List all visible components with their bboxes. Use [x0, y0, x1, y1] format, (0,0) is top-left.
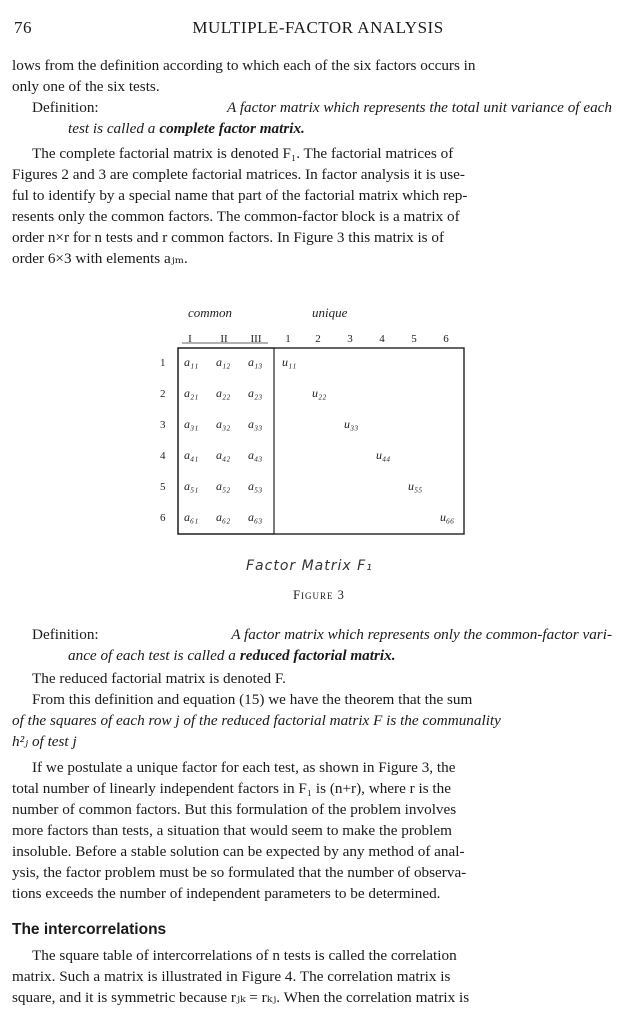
col-header: 4 [379, 333, 385, 345]
matrix-cell: a₃₂ [216, 417, 231, 431]
text-line: Definition: A factor matrix which represents only the common-factor vari- [32, 626, 612, 643]
matrix-cell: a₂₂ [216, 386, 231, 400]
matrix-cell: a₁₃ [248, 355, 263, 369]
col-header: 6 [443, 333, 449, 345]
common-label: common [188, 305, 233, 320]
figure-caption: Figure 3 [293, 588, 345, 602]
text-line: lows from the definition according to which each of the six factors occurs in [12, 57, 476, 74]
col-header: 1 [285, 333, 291, 345]
unique-cell: u₁₁ [282, 355, 297, 369]
page-number: 76 [14, 18, 32, 37]
matrix-cell: a₂₃ [248, 386, 263, 400]
unique-cell: u₅₅ [408, 479, 423, 493]
unique-cell: u₂₂ [312, 386, 327, 400]
matrix-cell: a₆₁ [184, 510, 199, 524]
matrix-cell: a₃₁ [184, 417, 199, 431]
matrix-outline [178, 348, 464, 534]
matrix-cell: a₂₁ [184, 386, 199, 400]
text-line: only one of the six tests. [12, 78, 160, 95]
row-number: 6 [160, 512, 166, 524]
factor-matrix-figure [140, 300, 480, 540]
definition-reduced-factorial-matrix [12, 624, 612, 666]
col-header: III [250, 333, 262, 345]
row-number: 4 [160, 450, 166, 462]
paragraph-unique-factors: If we postulate a unique factor for each test, as shown in Figure 3, the total number of linearly independent factors in F₁ is (n+r), where r is the number of common factors. But this formulation of the problem involves more factors than tests, a situation that would seem to make the problem insoluble. Before a stable solution can be expected by any method of anal- ysis, the factor problem must be so formulated that the number of observa- tions exceeds the number of independent parameters to be determined. [12, 759, 467, 902]
row-number: 1 [160, 357, 166, 369]
matrix-cell: a₁₁ [184, 355, 199, 369]
matrix-cell: a₄₂ [216, 448, 231, 462]
paragraph-communality-theorem: The reduced factorial matrix is denoted F. From this definition and equation (15) we have the theorem that the sum of the squares of each row j of the reduced factorial matrix F is the communality h²ⱼ of test j [12, 670, 501, 750]
matrix-cell: a₅₁ [184, 479, 199, 493]
matrix-cell: a₄₁ [184, 448, 199, 462]
common-factor-block [178, 348, 274, 534]
matrix-cell: a₃₃ [248, 417, 263, 431]
matrix-cell: a₅₃ [248, 479, 263, 493]
matrix-cell: a₆₃ [248, 510, 263, 524]
row-number: 5 [160, 481, 166, 493]
row-number: 3 [160, 419, 166, 431]
unique-cell: u₄₄ [376, 448, 391, 462]
text-line: Definition: A factor matrix which represents the total unit variance of each [32, 99, 612, 116]
matrix-cell: a₄₃ [248, 448, 263, 462]
section-heading: The intercorrelations [12, 921, 167, 938]
page-header [12, 18, 624, 40]
col-header: 2 [315, 333, 321, 345]
figure-title: Factor Matrix F₁ [246, 558, 373, 574]
row-number: 2 [160, 388, 166, 400]
col-header: II [220, 333, 228, 345]
definition-complete-factor-matrix [12, 97, 612, 139]
text-line: test is called a complete factor matrix. [68, 120, 305, 137]
matrix-cell: a₅₂ [216, 479, 231, 493]
paragraph-complete-matrix: The complete factorial matrix is denoted F₁. The factorial matrices of Figures 2 and 3 are complete factorial matrices. In factor analysis it is use- ful to identify by a special name that part of the factorial matrix which rep- resents only the common factors. The common-factor block is a matrix of order n×r for n tests and r common factors. In Figure 3 this matrix is of order 6×3 with elements aⱼₘ. [12, 145, 468, 267]
matrix-cell: a₁₂ [216, 355, 231, 369]
matrix-cell: a₆₂ [216, 510, 231, 524]
col-header: I [188, 333, 192, 345]
running-title: MULTIPLE-FACTOR ANALYSIS [192, 18, 444, 37]
unique-cell: u₃₃ [344, 417, 359, 431]
col-header: 5 [411, 333, 417, 345]
unique-label: unique [312, 305, 348, 320]
unique-cell: u₆₆ [440, 510, 455, 524]
text-line: ance of each test is called a reduced factorial matrix. [68, 647, 396, 664]
paragraph-intercorrelations: The square table of intercorrelations of n tests is called the correlation matrix. Such a matrix is illustrated in Figure 4. The correlation matrix is square, and it is symmetric because rⱼₖ = rₖⱼ. When the correlation matrix is [12, 947, 470, 1006]
col-header: 3 [347, 333, 353, 345]
paragraph-continuation [12, 55, 612, 97]
